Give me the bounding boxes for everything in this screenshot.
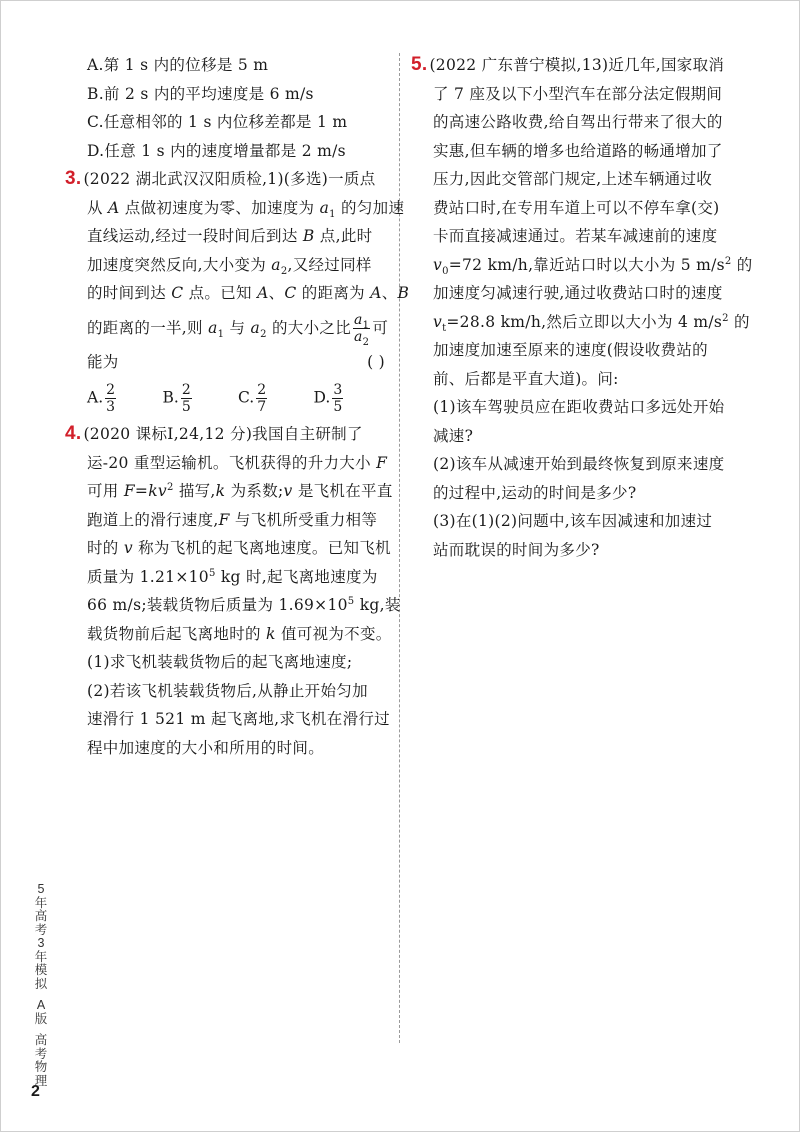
q3-text-line: 的距离的一半,则 $a_1$ 与 $a_2$ 的大小之比 $\frac{a_1}{a_2}$ 可 [87, 312, 389, 348]
q5-text-line: 的过程中,运动的时间是多少? [433, 483, 637, 502]
q4-text-line: 质量为 $1.21\times 10^5$ kg 时,起飞离地速度为 [87, 567, 378, 586]
q5-text-line: 加速度匀减速行驶,通过收费站口时的速度 [433, 284, 723, 302]
q5-subquestion-3: (3)在(1)(2)问题中,该车因减速和加速过 [433, 512, 713, 530]
q5-subquestion-2: (2)该车从减速开始到最终恢复到原来速度 [433, 455, 725, 473]
q5-subquestion-1: (1)该车驾驶员应在距收费站口多远处开始 [433, 398, 725, 416]
q5-text-line: 站而耽误的时间为多少? [433, 540, 600, 559]
q3-text-line: 能为 ( ) [65, 348, 389, 377]
q4-text-line: 程中加速度的大小和所用的时间。 [87, 738, 325, 757]
q4-text-line: 跑道上的滑行速度,F 与飞机所受重力相等 [87, 510, 378, 529]
q3-option-b: B. $\frac{2}{5}$ [162, 381, 191, 415]
q3-text-line: 加速度突然反向,大小变为 $a_2$,又经过同样 [87, 255, 372, 277]
question-4 [65, 420, 401, 762]
question-3 [65, 165, 410, 420]
question-number: 3. [65, 168, 82, 189]
q4-subquestion-2: (2)若该飞机装载货物后,从静止开始匀加 [87, 681, 368, 700]
q5-text-line: (2022 广东普宁模拟,13)近几年,国家取消 [429, 56, 725, 74]
question-5 [411, 51, 751, 564]
left-column [65, 51, 410, 762]
q5-text-line: 压力,因此交管部门规定,上述车辆通过收 [433, 170, 713, 188]
q4-text-line: 载货物前后起飞离地时的 k 值可视为不变。 [87, 624, 392, 643]
q2-option-c: C.任意相邻的 1 s 内位移差都是 1 m [87, 113, 348, 131]
page-number: 2 [31, 1083, 40, 1100]
q4-subquestion-1: (1)求飞机装载货物后的起飞离地速度; [87, 653, 353, 671]
ratio-fraction: $\frac{a_1}{a_2}$ [354, 312, 370, 348]
q3-text-line: (2022 湖北武汉汉阳质检,1)(多选)一质点 [83, 170, 376, 188]
q5-text-line: 实惠,但车辆的增多也给道路的畅通增加了 [433, 141, 723, 160]
book-title-sidebar: 5 年 高 考 3 年 模 拟 A 版 高 考 物 理 [34, 882, 48, 1088]
q4-text-line: 速滑行 1 521 m 起飞离地,求飞机在滑行过 [87, 710, 390, 728]
q3-text-line: 直线运动,经过一段时间后到达 B 点,此时 [87, 227, 373, 245]
right-column [411, 51, 751, 564]
question-number: 5. [411, 54, 428, 75]
q3-text-line: 的时间到达 C 点。已知 A、C 的距离为 A、B [87, 284, 410, 302]
q2-option-b: B.前 2 s 内的平均速度是 6 m/s [87, 84, 314, 103]
q5-text-line: 前、后都是平直大道)。问: [433, 369, 619, 388]
q4-text-line: 66 m/s;装载货物后质量为 $1.69\times 10^5$ kg,装 [87, 595, 401, 614]
q3-option-d: D. $\frac{3}{5}$ [313, 381, 343, 415]
q3-text-line: 从 A 点做初速度为零、加速度为 $a_1$ 的匀加速 [87, 198, 405, 220]
question-number: 4. [65, 423, 82, 444]
q5-text-line: 的高速公路收费,给自驾出行带来了很大的 [433, 113, 723, 131]
q3-option-c: C. $\frac{2}{7}$ [238, 381, 267, 415]
q2-option-a: A.第 1 s 内的位移是 5 m [87, 56, 269, 74]
q4-text-line: (2020 课标Ⅰ,24,12 分)我国自主研制了 [83, 425, 363, 443]
q3-option-a: A. $\frac{2}{3}$ [87, 381, 116, 415]
q2-option-d: D.任意 1 s 内的速度增量都是 2 m/s [87, 141, 346, 160]
q4-text-line: 可用 $F=kv^2$ 描写,k 为系数;v 是飞机在平直 [87, 481, 393, 500]
q5-text-line: $v_0=72$ km/h,靠近站口时以大小为 5 $m/s^2$ 的 [433, 255, 753, 277]
q3-options [65, 376, 389, 420]
q4-text-line: 时的 v 称为飞机的起飞离地速度。已知飞机 [87, 539, 391, 557]
answer-paren: ( ) [367, 352, 385, 371]
q4-text-line: 运-20 重型运输机。飞机获得的升力大小 F [87, 453, 388, 472]
q5-text-line: 卡而直接减速通过。若某车减速前的速度 [433, 227, 718, 245]
q5-text-line: 加速度加速至原来的速度(假设收费站的 [433, 341, 708, 359]
q5-text-line: 减速? [433, 426, 474, 445]
q5-text-line: $v_t=28.8$ km/h,然后立即以大小为 4 $m/s^2$ 的 [433, 312, 750, 334]
q5-text-line: 了 7 座及以下小型汽车在部分法定假期间 [433, 84, 723, 103]
q5-text-line: 费站口时,在专用车道上可以不停车拿(交) [433, 198, 720, 217]
